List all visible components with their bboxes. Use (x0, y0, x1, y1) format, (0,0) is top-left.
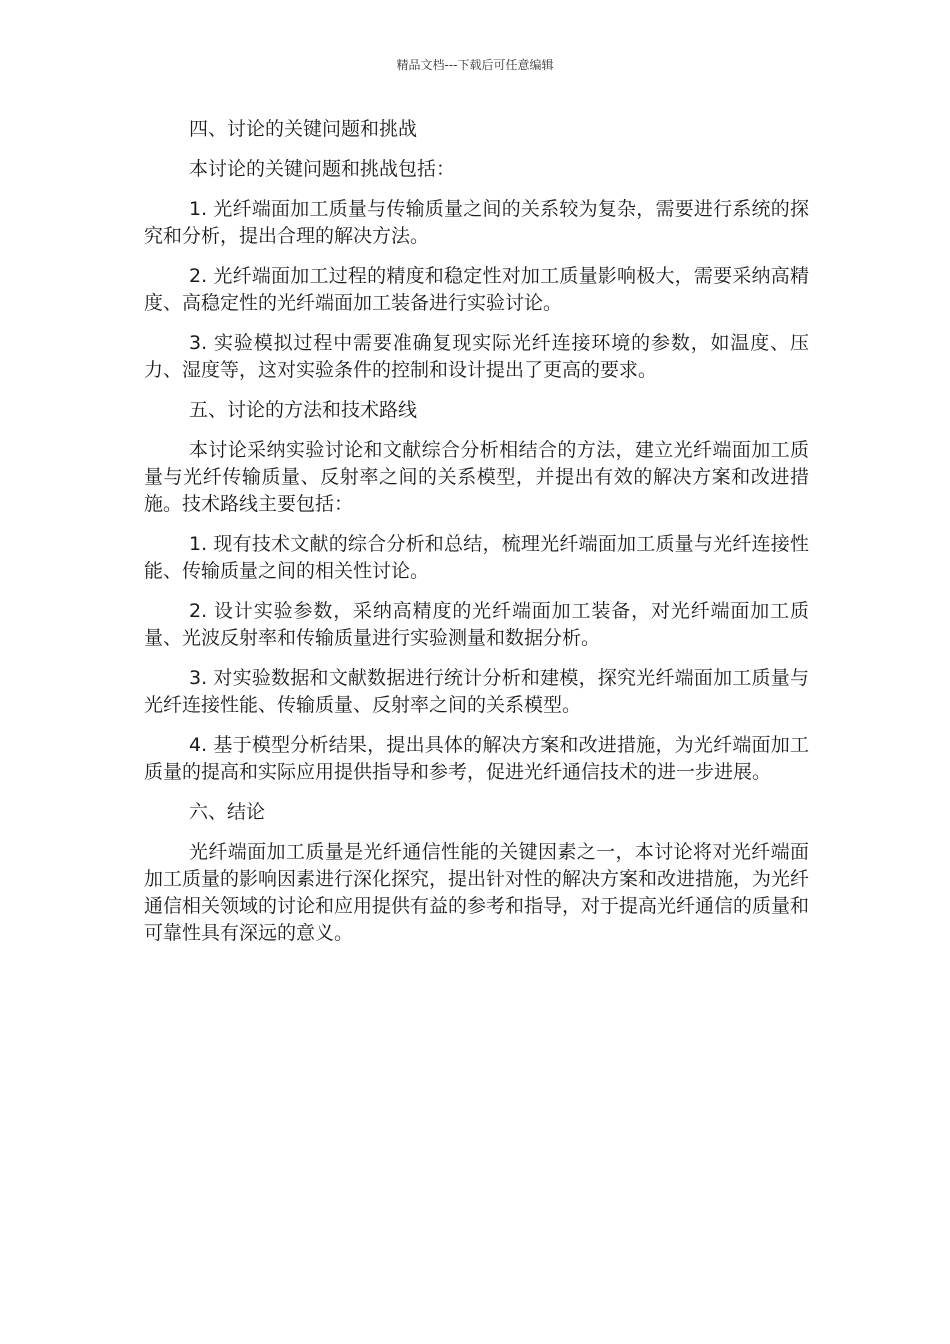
list-item: 3. 实验模拟过程中需要准确复现实际光纤连接环境的参数，如温度、压力、湿度等，这对实验条件的控制和设计提出了更高的要求。 (144, 332, 809, 381)
document-body (144, 116, 809, 960)
paragraph: 本讨论的关键问题和挑战包括： (189, 158, 456, 180)
list-item: 2. 光纤端面加工过程的精度和稳定性对加工质量影响极大，需要采纳高精度、高稳定性的光纤端面加工装备进行实验讨论。 (144, 265, 809, 314)
list-item: 3. 对实验数据和文献数据进行统计分析和建模，探究光纤端面加工质量与光纤连接性能、传输质量、反射率之间的关系模型。 (144, 667, 809, 716)
list-item: 1. 现有技术文献的综合分析和总结，梳理光纤端面加工质量与光纤连接性能、传输质量之间的相关性讨论。 (144, 533, 809, 582)
list-item: 1. 光纤端面加工质量与传输质量之间的关系较为复杂，需要进行系统的探究和分析，提出合理的解决方法。 (144, 198, 809, 247)
section-heading: 四、讨论的关键问题和挑战 (189, 118, 418, 140)
section-heading: 五、讨论的方法和技术路线 (189, 399, 418, 421)
page-header: 精品文档---下载后可任意编辑 (396, 58, 554, 72)
section-heading: 六、结论 (189, 801, 266, 823)
list-item: 4. 基于模型分析结果，提出具体的解决方案和改进措施，为光纤端面加工质量的提高和实际应用提供指导和参考，促进光纤通信技术的进一步进展。 (144, 734, 809, 783)
paragraph: 本讨论采纳实验讨论和文献综合分析相结合的方法，建立光纤端面加工质量与光纤传输质量、反射率之间的关系模型，并提出有效的解决方案和改进措施。技术路线主要包括： (144, 439, 809, 515)
paragraph: 光纤端面加工质量是光纤通信性能的关键因素之一，本讨论将对光纤端面加工质量的影响因素进行深化探究，提出针对性的解决方案和改进措施，为光纤通信相关领域的讨论和应用提供有益的参考和指导，对于提高光纤通信的质量和可靠性具有深远的意义。 (144, 841, 810, 944)
list-item: 2. 设计实验参数，采纳高精度的光纤端面加工装备，对光纤端面加工质量、光波反射率和传输质量进行实验测量和数据分析。 (144, 600, 809, 649)
